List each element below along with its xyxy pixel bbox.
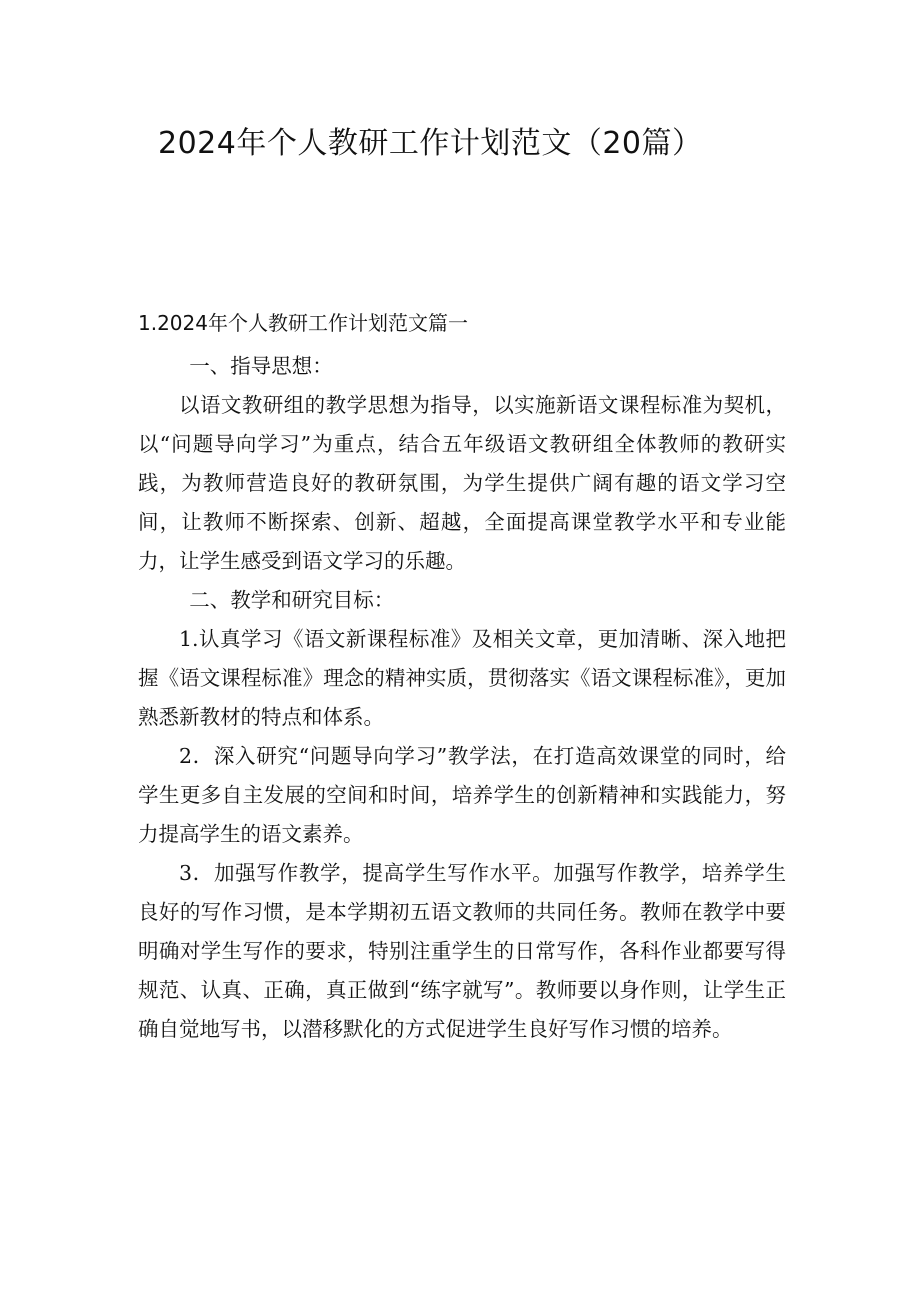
paragraph-goal-3: 3．加强写作教学，提高学生写作水平。加强写作教学，培养学生良好的写作习惯，是本学期初五语文教师的共同任务。教师在教学中要明确对学生写作的要求，特别注重学生的日常写作，各科作业都要写得规范、认真、正确，真正做到“练字就写”。教师要以身作则，让学生正确自觉地写书，以潜移默化的方式促进学生良好写作习惯的培养。 <box>138 861 786 1041</box>
paragraph-heading-guiding-ideology: 一、指导思想： <box>189 354 333 378</box>
paragraph-goal-2: 2．深入研究“问题导向学习”教学法，在打造高效课堂的同时，给学生更多自主发展的空间和时间，培养学生的创新精神和实践能力，努力提高学生的语文素养。 <box>138 744 786 846</box>
document-body <box>138 347 786 1049</box>
document-title: 2024年个人教研工作计划范文（20篇） <box>158 126 703 161</box>
section-title: 1.2024年个人教研工作计划范文篇一 <box>138 311 468 335</box>
paragraph-heading-goals: 二、教学和研究目标： <box>189 588 395 612</box>
paragraph-goal-1: 1.认真学习《语文新课程标准》及相关文章，更加清晰、深入地把握《语文课程标准》理念的精神实质，贯彻落实《语文课程标准》，更加熟悉新教材的特点和体系。 <box>138 627 786 729</box>
paragraph-guiding-ideology: 以语文教研组的教学思想为指导，以实施新语文课程标准为契机，以“问题导向学习”为重点，结合五年级语文教研组全体教师的教研实践，为教师营造良好的教研氛围，为学生提供广阔有趣的语文学习空间，让教师不断探索、创新、超越，全面提高课堂教学水平和专业能力，让学生感受到语文学习的乐趣。 <box>138 393 786 573</box>
